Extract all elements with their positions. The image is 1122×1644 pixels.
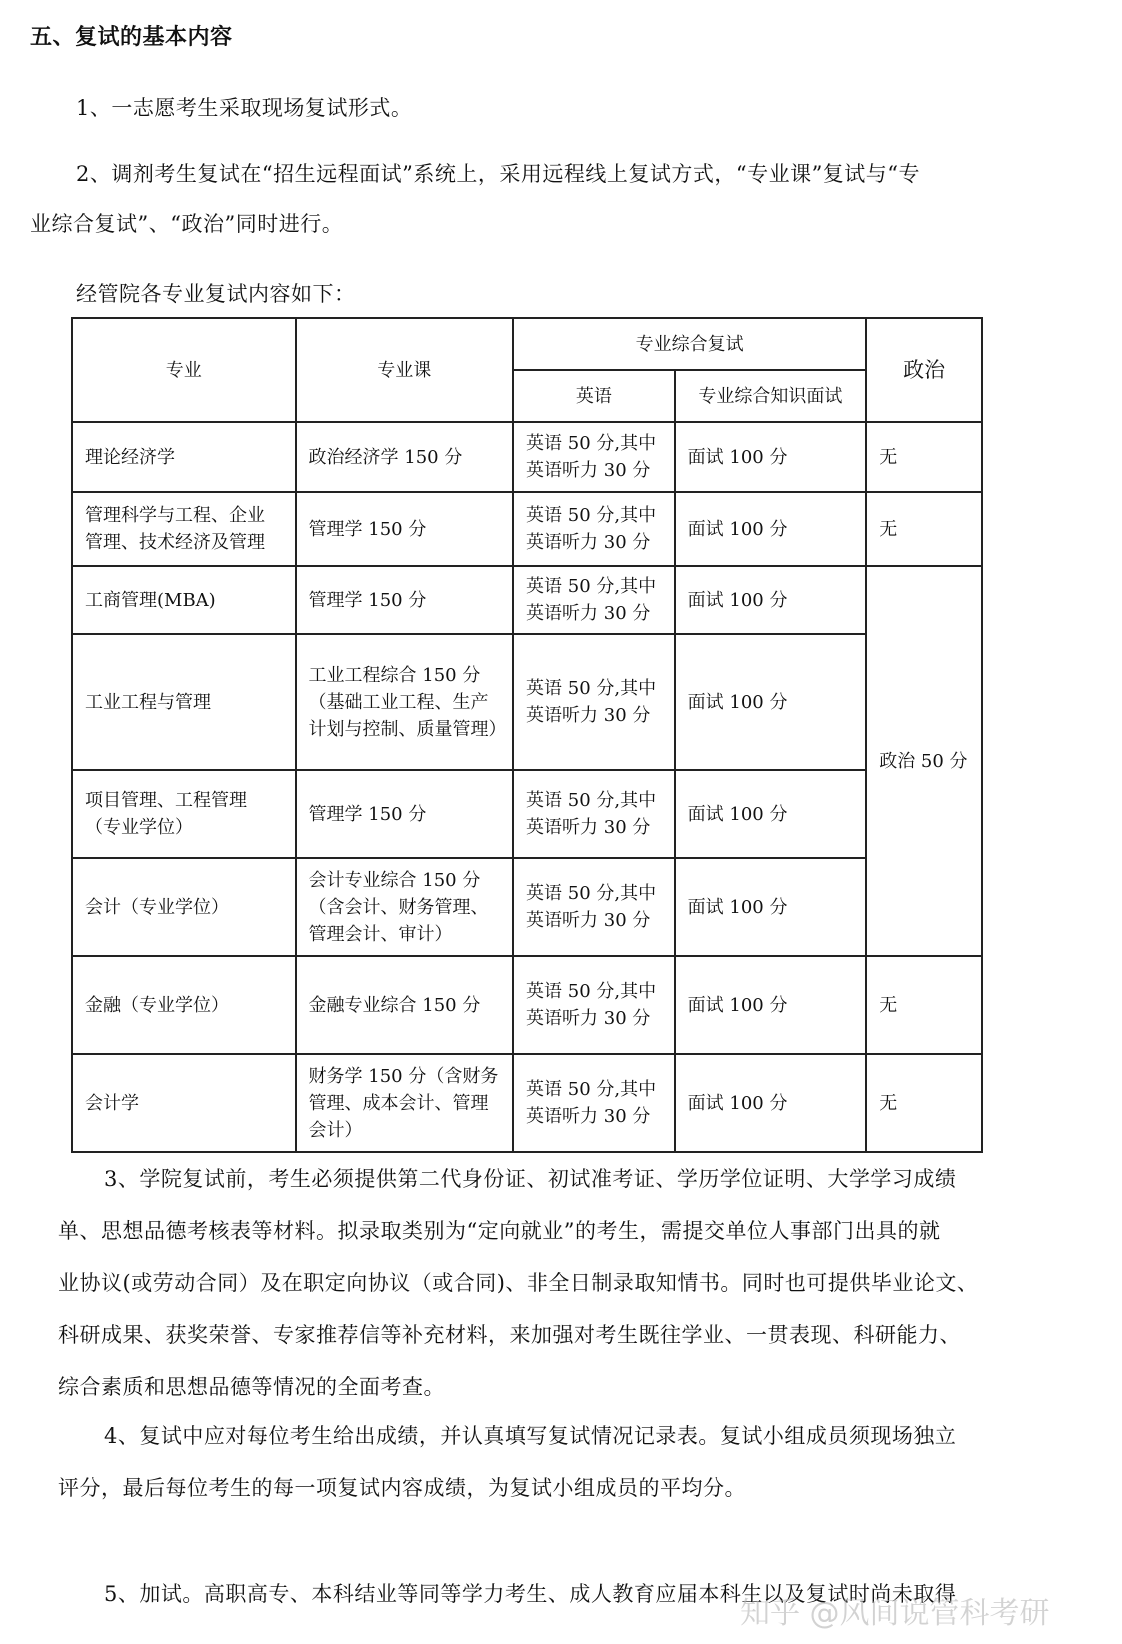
- cell-interview: 面试 100 分: [675, 566, 867, 634]
- cell-interview: 面试 100 分: [675, 422, 867, 492]
- cell-major: 项目管理、工程管理（专业学位）: [72, 770, 296, 858]
- paragraph-3-line-5: 综合素质和思想品德等情况的全面考查。: [58, 1375, 445, 1399]
- cell-course: 管理学 150 分: [296, 492, 513, 566]
- watermark: 知乎 @风间说管科考研: [740, 1596, 1050, 1631]
- cell-politics: 无: [866, 422, 982, 492]
- cell-interview: 面试 100 分: [675, 492, 867, 566]
- cell-interview: 面试 100 分: [675, 634, 867, 770]
- table-row: [72, 858, 982, 956]
- cell-politics: 无: [866, 956, 982, 1054]
- paragraph-2-line-2: 业综合复试”、“政治”同时进行。: [30, 212, 344, 236]
- table-row: [72, 566, 982, 634]
- table-row: [72, 492, 982, 566]
- exam-content-table: [71, 317, 983, 1153]
- table-row: [72, 422, 982, 492]
- paragraph-3-line-3: 业协议(或劳动合同）及在职定向协议（或合同)、非全日制录取知情书。同时也可提供毕业论文、: [58, 1271, 979, 1295]
- cell-english: 英语 50 分,其中英语听力 30 分: [513, 858, 675, 956]
- cell-course: 政治经济学 150 分: [296, 422, 513, 492]
- cell-interview: 面试 100 分: [675, 956, 867, 1054]
- cell-english: 英语 50 分,其中英语听力 30 分: [513, 422, 675, 492]
- cell-major: 工业工程与管理: [72, 634, 296, 770]
- paragraph-5-line-1: 5、加试。高职高专、本科结业等同等学力考生、成人教育应届本科生以及复试时尚未取得: [104, 1582, 957, 1606]
- cell-course: 管理学 150 分: [296, 566, 513, 634]
- header-english: 英语: [513, 370, 675, 422]
- cell-major: 会计（专业学位）: [72, 858, 296, 956]
- cell-english: 英语 50 分,其中英语听力 30 分: [513, 1054, 675, 1152]
- paragraph-3-line-4: 科研成果、获奖荣誉、专家推荐信等补充材料，来加强对考生既往学业、一贯表现、科研能力、: [58, 1323, 961, 1347]
- cell-major: 金融（专业学位）: [72, 956, 296, 1054]
- paragraph-2-line-1: 2、调剂考生复试在“招生远程面试”系统上，采用远程线上复试方式，“专业课”复试与“专: [76, 162, 921, 186]
- cell-politics: 无: [866, 1054, 982, 1152]
- table-intro: 经管院各专业复试内容如下：: [76, 282, 356, 306]
- table-row: [72, 956, 982, 1054]
- cell-english: 英语 50 分,其中英语听力 30 分: [513, 566, 675, 634]
- cell-major: 工商管理(MBA): [72, 566, 296, 634]
- cell-course: 金融专业综合 150 分: [296, 956, 513, 1054]
- cell-politics: 无: [866, 492, 982, 566]
- table-row: [72, 1054, 982, 1152]
- header-interview: 专业综合知识面试: [675, 370, 867, 422]
- cell-english: 英语 50 分,其中英语听力 30 分: [513, 956, 675, 1054]
- header-course: 专业课: [296, 318, 513, 422]
- table-row: [72, 634, 982, 770]
- cell-major: 会计学: [72, 1054, 296, 1152]
- paragraph-3-line-1: 3、学院复试前，考生必须提供第二代身份证、初试准考证、学历学位证明、大学学习成绩: [104, 1167, 957, 1191]
- cell-major: 管理科学与工程、企业管理、技术经济及管理: [72, 492, 296, 566]
- header-major: 专业: [72, 318, 296, 422]
- cell-major: 理论经济学: [72, 422, 296, 492]
- cell-course: 财务学 150 分（含财务管理、成本会计、管理会计）: [296, 1054, 513, 1152]
- cell-interview: 面试 100 分: [675, 770, 867, 858]
- table-row: [72, 770, 982, 858]
- cell-politics-merged: 政治 50 分: [866, 566, 982, 956]
- paragraph-1: 1、一志愿考生采取现场复试形式。: [76, 96, 413, 120]
- cell-course: 会计专业综合 150 分（含会计、财务管理、管理会计、审计）: [296, 858, 513, 956]
- section-title: 五、复试的基本内容: [30, 24, 233, 50]
- header-politics: 政治: [866, 318, 982, 422]
- paragraph-4-line-2: 评分，最后每位考生的每一项复试内容成绩，为复试小组成员的平均分。: [58, 1476, 746, 1500]
- cell-english: 英语 50 分,其中英语听力 30 分: [513, 634, 675, 770]
- header-comprehensive: 专业综合复试: [513, 318, 866, 370]
- cell-course: 工业工程综合 150 分（基础工业工程、生产计划与控制、质量管理）: [296, 634, 513, 770]
- cell-english: 英语 50 分,其中英语听力 30 分: [513, 492, 675, 566]
- cell-english: 英语 50 分,其中英语听力 30 分: [513, 770, 675, 858]
- cell-course: 管理学 150 分: [296, 770, 513, 858]
- paragraph-3-line-2: 单、思想品德考核表等材料。拟录取类别为“定向就业”的考生，需提交单位人事部门出具的就: [58, 1219, 941, 1243]
- paragraph-4-line-1: 4、复试中应对每位考生给出成绩，并认真填写复试情况记录表。复试小组成员须现场独立: [104, 1424, 957, 1448]
- cell-interview: 面试 100 分: [675, 1054, 867, 1152]
- cell-interview: 面试 100 分: [675, 858, 867, 956]
